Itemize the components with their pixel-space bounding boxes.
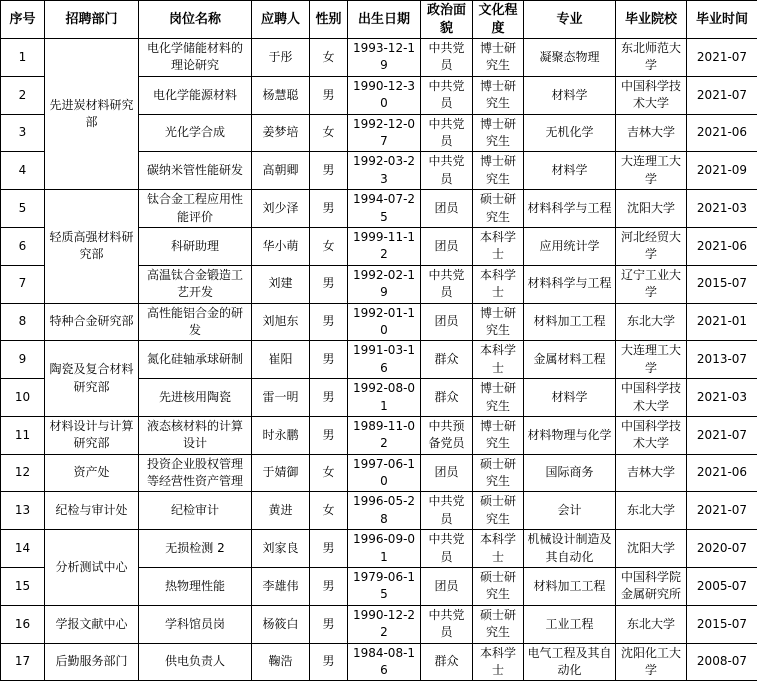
cell-school: 辽宁工业大学 (616, 265, 687, 303)
cell-index: 12 (1, 454, 45, 492)
table-body (1, 39, 757, 681)
cell-political_status: 团员 (421, 228, 473, 266)
cell-applicant: 黄进 (252, 492, 310, 530)
cell-birth_date: 1993-12-19 (348, 39, 421, 77)
cell-index: 15 (1, 568, 45, 606)
cell-index: 17 (1, 643, 45, 681)
cell-applicant: 刘建 (252, 265, 310, 303)
cell-applicant: 李雄伟 (252, 568, 310, 606)
cell-position: 钛合金工程应用性能评价 (139, 190, 252, 228)
cell-gender: 男 (310, 379, 348, 417)
table-row (1, 39, 757, 77)
cell-major: 材料学 (524, 379, 616, 417)
cell-major: 工业工程 (524, 605, 616, 643)
cell-major: 金属材料工程 (524, 341, 616, 379)
cell-graduation_time: 2020-07 (687, 530, 757, 568)
column-header-education: 文化程度 (473, 1, 524, 39)
cell-birth_date: 1992-12-07 (348, 114, 421, 152)
column-header-position: 岗位名称 (139, 1, 252, 39)
cell-birth_date: 1999-11-12 (348, 228, 421, 266)
cell-gender: 男 (310, 341, 348, 379)
cell-school: 沈阳化工大学 (616, 643, 687, 681)
cell-political_status: 中共党员 (421, 605, 473, 643)
cell-education: 博士研究生 (473, 76, 524, 114)
cell-position: 纪检审计 (139, 492, 252, 530)
cell-graduation_time: 2013-07 (687, 341, 757, 379)
column-header-school: 毕业院校 (616, 1, 687, 39)
cell-graduation_time: 2005-07 (687, 568, 757, 606)
cell-education: 硕士研究生 (473, 190, 524, 228)
cell-graduation_time: 2021-03 (687, 379, 757, 417)
column-header-department: 招聘部门 (45, 1, 139, 39)
cell-political_status: 团员 (421, 303, 473, 341)
cell-gender: 男 (310, 303, 348, 341)
cell-political_status: 中共党员 (421, 39, 473, 77)
cell-index: 1 (1, 39, 45, 77)
cell-major: 材料科学与工程 (524, 265, 616, 303)
cell-political_status: 团员 (421, 190, 473, 228)
cell-birth_date: 1994-07-25 (348, 190, 421, 228)
cell-index: 5 (1, 190, 45, 228)
column-header-index: 序号 (1, 1, 45, 39)
cell-applicant: 姜梦培 (252, 114, 310, 152)
cell-gender: 女 (310, 228, 348, 266)
cell-political_status: 团员 (421, 568, 473, 606)
cell-position: 先进核用陶瓷 (139, 379, 252, 417)
cell-graduation_time: 2008-07 (687, 643, 757, 681)
cell-graduation_time: 2021-01 (687, 303, 757, 341)
cell-index: 3 (1, 114, 45, 152)
cell-education: 博士研究生 (473, 39, 524, 77)
cell-school: 中国科学技术大学 (616, 76, 687, 114)
cell-position: 供电负责人 (139, 643, 252, 681)
cell-school: 河北经贸大学 (616, 228, 687, 266)
cell-political_status: 中共党员 (421, 530, 473, 568)
cell-department: 资产处 (45, 454, 139, 492)
cell-school: 吉林大学 (616, 114, 687, 152)
cell-graduation_time: 2021-06 (687, 228, 757, 266)
cell-graduation_time: 2015-07 (687, 605, 757, 643)
cell-birth_date: 1992-02-19 (348, 265, 421, 303)
cell-education: 本科学士 (473, 530, 524, 568)
cell-birth_date: 1997-06-10 (348, 454, 421, 492)
cell-graduation_time: 2021-03 (687, 190, 757, 228)
cell-department: 学报文献中心 (45, 605, 139, 643)
cell-gender: 男 (310, 76, 348, 114)
table-row (1, 303, 757, 341)
cell-gender: 女 (310, 492, 348, 530)
cell-index: 10 (1, 379, 45, 417)
cell-position: 无损检测 2 (139, 530, 252, 568)
cell-major: 国际商务 (524, 454, 616, 492)
cell-birth_date: 1996-05-28 (348, 492, 421, 530)
cell-index: 9 (1, 341, 45, 379)
cell-major: 无机化学 (524, 114, 616, 152)
cell-index: 14 (1, 530, 45, 568)
cell-applicant: 于婧御 (252, 454, 310, 492)
cell-gender: 男 (310, 152, 348, 190)
cell-education: 博士研究生 (473, 114, 524, 152)
cell-major: 材料物理与化学 (524, 416, 616, 454)
cell-applicant: 高朝卿 (252, 152, 310, 190)
cell-department: 分析测试中心 (45, 530, 139, 606)
cell-graduation_time: 2021-09 (687, 152, 757, 190)
cell-department: 后勤服务部门 (45, 643, 139, 681)
cell-political_status: 群众 (421, 341, 473, 379)
cell-political_status: 群众 (421, 379, 473, 417)
cell-applicant: 于彤 (252, 39, 310, 77)
cell-birth_date: 1989-11-02 (348, 416, 421, 454)
cell-major: 凝聚态物理 (524, 39, 616, 77)
cell-index: 4 (1, 152, 45, 190)
cell-gender: 男 (310, 190, 348, 228)
cell-gender: 女 (310, 114, 348, 152)
cell-major: 材料学 (524, 152, 616, 190)
cell-applicant: 刘家良 (252, 530, 310, 568)
cell-school: 大连理工大学 (616, 152, 687, 190)
cell-education: 博士研究生 (473, 152, 524, 190)
table-header (1, 1, 757, 39)
cell-department: 陶瓷及复合材料研究部 (45, 341, 139, 417)
cell-applicant: 杨筱白 (252, 605, 310, 643)
cell-school: 中国科学技术大学 (616, 416, 687, 454)
column-header-gender: 性别 (310, 1, 348, 39)
cell-education: 硕士研究生 (473, 568, 524, 606)
cell-gender: 女 (310, 39, 348, 77)
cell-applicant: 刘少泽 (252, 190, 310, 228)
cell-applicant: 鞠浩 (252, 643, 310, 681)
cell-school: 沈阳大学 (616, 530, 687, 568)
cell-department: 纪检与审计处 (45, 492, 139, 530)
cell-education: 硕士研究生 (473, 492, 524, 530)
cell-index: 7 (1, 265, 45, 303)
cell-school: 沈阳大学 (616, 190, 687, 228)
table-row (1, 605, 757, 643)
cell-gender: 男 (310, 643, 348, 681)
cell-school: 东北大学 (616, 605, 687, 643)
cell-education: 本科学士 (473, 341, 524, 379)
cell-birth_date: 1992-01-10 (348, 303, 421, 341)
cell-position: 氮化硅轴承球研制 (139, 341, 252, 379)
cell-department: 材料设计与计算研究部 (45, 416, 139, 454)
cell-birth_date: 1991-03-16 (348, 341, 421, 379)
cell-education: 博士研究生 (473, 379, 524, 417)
cell-school: 大连理工大学 (616, 341, 687, 379)
cell-school: 中国科学院金属研究所 (616, 568, 687, 606)
cell-birth_date: 1990-12-30 (348, 76, 421, 114)
cell-index: 11 (1, 416, 45, 454)
cell-major: 会计 (524, 492, 616, 530)
cell-birth_date: 1996-09-01 (348, 530, 421, 568)
cell-school: 东北师范大学 (616, 39, 687, 77)
cell-graduation_time: 2021-06 (687, 114, 757, 152)
cell-index: 6 (1, 228, 45, 266)
cell-school: 中国科学技术大学 (616, 379, 687, 417)
cell-major: 机械设计制造及其自动化 (524, 530, 616, 568)
cell-birth_date: 1992-03-23 (348, 152, 421, 190)
cell-position: 高温钛合金锻造工艺开发 (139, 265, 252, 303)
cell-graduation_time: 2015-07 (687, 265, 757, 303)
cell-applicant: 刘旭东 (252, 303, 310, 341)
cell-applicant: 杨慧聪 (252, 76, 310, 114)
cell-political_status: 中共党员 (421, 152, 473, 190)
cell-graduation_time: 2021-07 (687, 416, 757, 454)
cell-index: 16 (1, 605, 45, 643)
cell-major: 应用统计学 (524, 228, 616, 266)
cell-applicant: 雷一明 (252, 379, 310, 417)
cell-department: 先进炭材料研究部 (45, 39, 139, 190)
cell-position: 投资企业股权管理等经营性资产管理 (139, 454, 252, 492)
cell-graduation_time: 2021-07 (687, 492, 757, 530)
cell-birth_date: 1984-08-16 (348, 643, 421, 681)
cell-position: 高性能铝合金的研发 (139, 303, 252, 341)
cell-major: 材料加工工程 (524, 568, 616, 606)
cell-department: 轻质高强材料研究部 (45, 190, 139, 303)
cell-major: 材料学 (524, 76, 616, 114)
column-header-birth_date: 出生日期 (348, 1, 421, 39)
cell-school: 东北大学 (616, 303, 687, 341)
cell-political_status: 中共党员 (421, 114, 473, 152)
cell-applicant: 华小萌 (252, 228, 310, 266)
cell-graduation_time: 2021-06 (687, 454, 757, 492)
cell-birth_date: 1979-06-15 (348, 568, 421, 606)
cell-political_status: 团员 (421, 454, 473, 492)
cell-political_status: 中共预备党员 (421, 416, 473, 454)
cell-political_status: 中共党员 (421, 265, 473, 303)
cell-gender: 男 (310, 605, 348, 643)
table-row (1, 341, 757, 379)
cell-gender: 男 (310, 265, 348, 303)
cell-education: 硕士研究生 (473, 605, 524, 643)
cell-applicant: 时永鹏 (252, 416, 310, 454)
cell-index: 2 (1, 76, 45, 114)
cell-education: 博士研究生 (473, 303, 524, 341)
cell-position: 液态核材料的计算设计 (139, 416, 252, 454)
table-row (1, 492, 757, 530)
cell-birth_date: 1990-12-22 (348, 605, 421, 643)
cell-gender: 男 (310, 416, 348, 454)
cell-education: 硕士研究生 (473, 454, 524, 492)
cell-education: 本科学士 (473, 265, 524, 303)
cell-education: 本科学士 (473, 228, 524, 266)
cell-major: 材料科学与工程 (524, 190, 616, 228)
cell-gender: 男 (310, 568, 348, 606)
table-row (1, 530, 757, 568)
cell-gender: 女 (310, 454, 348, 492)
cell-position: 光化学合成 (139, 114, 252, 152)
cell-position: 学科馆员岗 (139, 605, 252, 643)
cell-position: 热物理性能 (139, 568, 252, 606)
cell-major: 电气工程及其自动化 (524, 643, 616, 681)
cell-major: 材料加工工程 (524, 303, 616, 341)
table-row (1, 416, 757, 454)
cell-political_status: 群众 (421, 643, 473, 681)
table-row (1, 643, 757, 681)
cell-education: 本科学士 (473, 643, 524, 681)
cell-position: 碳纳米管性能研发 (139, 152, 252, 190)
table-row (1, 454, 757, 492)
column-header-applicant: 应聘人 (252, 1, 310, 39)
cell-political_status: 中共党员 (421, 492, 473, 530)
column-header-political_status: 政治面貌 (421, 1, 473, 39)
header-row (1, 1, 757, 39)
cell-department: 特种合金研究部 (45, 303, 139, 341)
cell-index: 13 (1, 492, 45, 530)
cell-gender: 男 (310, 530, 348, 568)
cell-school: 东北大学 (616, 492, 687, 530)
cell-political_status: 中共党员 (421, 76, 473, 114)
cell-position: 电化学能源材料 (139, 76, 252, 114)
cell-graduation_time: 2021-07 (687, 76, 757, 114)
cell-education: 博士研究生 (473, 416, 524, 454)
table-row (1, 190, 757, 228)
cell-index: 8 (1, 303, 45, 341)
cell-school: 吉林大学 (616, 454, 687, 492)
cell-position: 电化学储能材料的理论研究 (139, 39, 252, 77)
column-header-major: 专业 (524, 1, 616, 39)
column-header-graduation_time: 毕业时间 (687, 1, 757, 39)
cell-applicant: 崔阳 (252, 341, 310, 379)
cell-graduation_time: 2021-07 (687, 39, 757, 77)
cell-position: 科研助理 (139, 228, 252, 266)
cell-birth_date: 1992-08-01 (348, 379, 421, 417)
